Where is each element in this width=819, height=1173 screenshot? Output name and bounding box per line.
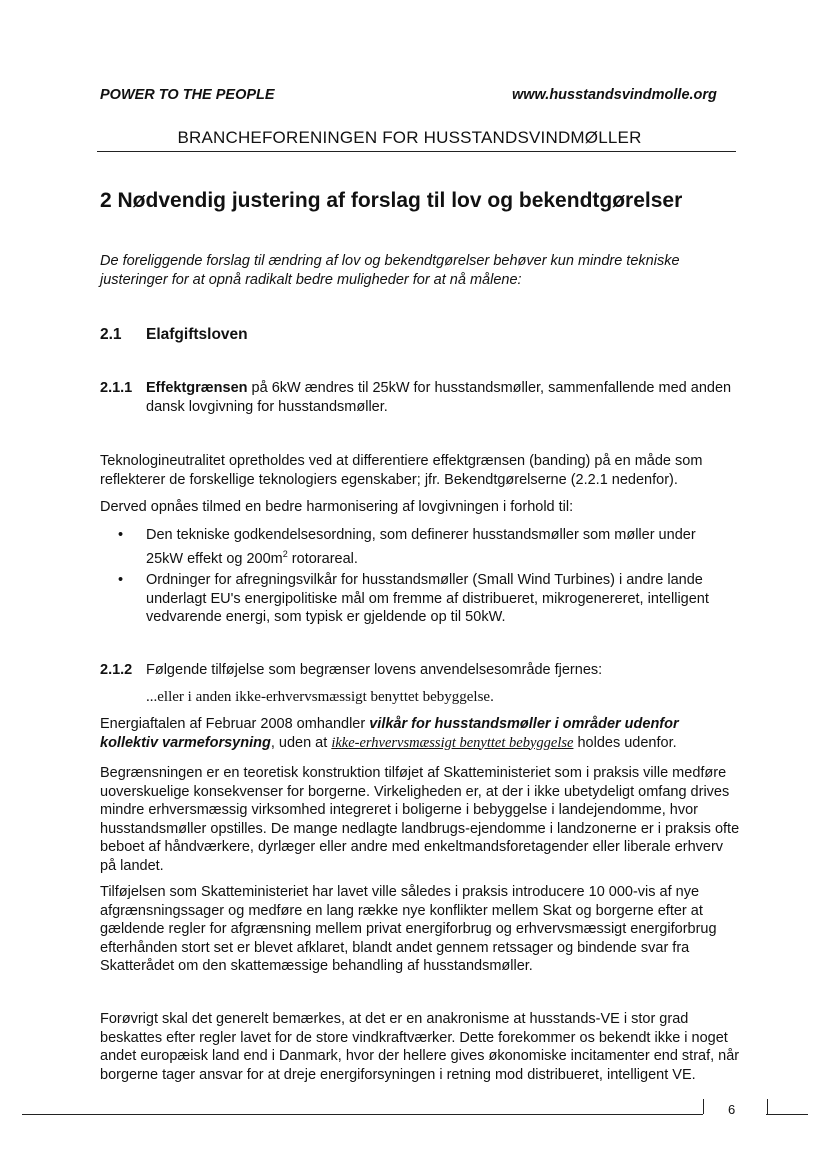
energi-emphasis: vilkår for husstandsmøller i områder udenfor kollektiv varmeforsyning <box>100 716 679 751</box>
subsection-number: 2.1 <box>100 326 122 343</box>
paragraph-derved: Derved opnåes tilmed en bedre harmonisering af lovgivningen i forhold til: <box>100 499 574 515</box>
page-number-box <box>703 1099 768 1114</box>
removed-clause-quote: ...eller i anden ikke-erhvervsmæssigt benyttet bebyggelse. <box>146 689 494 705</box>
bullet-marker: • <box>118 527 124 543</box>
item-211-bold: Effektgrænsen <box>146 380 248 396</box>
paragraph-technology: Teknologineutralitet opretholdes ved at differentiere effektgrænsen (banding) på en måde som reflekterer de forskellige teknologiers egenskaber; jfr. Bekendtgørelserne (2.2.1 nedenfor). <box>100 453 703 488</box>
section-heading: 2 Nødvendig justering af forslag til lov og bekendtgørelser <box>100 189 683 212</box>
header-website: www.husstandsvindmolle.org <box>512 87 717 103</box>
bullet-1-text: Den tekniske godkendelsesordning, som definerer husstandsmøller som møller under 25kW effekt og 200m <box>146 527 696 567</box>
bullet-item-2: Ordninger for afregningsvilkår for husstandsmøller (Small Wind Turbines) i andre lande underlagt EU's energipolitiske mål om fremme af distribueret, mikrogenereret, intelligent vedvarende energi, som typisk er gjeldende op til 50kW. <box>146 572 709 625</box>
item-211-text <box>146 379 736 416</box>
footer-rule-left <box>22 1114 703 1115</box>
subsection-title: Elafgiftsloven <box>146 326 248 343</box>
energi-underlined: ikke-erhvervsmæssigt benyttet bebyggelse <box>331 734 574 751</box>
paragraph-foroevrigt: Forøvrigt skal det generelt bemærkes, at det er en anakronisme at husstands-VE i stor grad beskattes efter regler lavet for de store vindkraftværker. Dette forekommer os bekendt ikke i noget andet europæisk land end i Danmark, hvor der hellere gives økonomiske incitamenter end straf, når borgerne tager ansvar for at dreje energiforsyningen i retning mod distribueret, intelligent VE. <box>100 1011 740 1083</box>
header-rule <box>97 151 736 152</box>
section-intro: De foreliggende forslag til ændring af lov og bekendtgørelser behøver kun mindre tekniske justeringer for at opnå radikalt bedre muligheder for at nå målene: <box>100 253 680 288</box>
paragraph-begraensning: Begrænsningen er en teoretisk konstruktion tilføjet af Skatteministeriet som i praksis ville medføre uoverskuelige konsekvenser for borgerne. Virkeligheden er, at der i ikke ubetydeligt omfang drives mindre erhversmæssig virksomhed integreret i boligerne i bebyggelse i landejendomme, hvor husstandsmøller opstilles. De mange nedlagte landbrugs-ejendomme i landzonerne er i praksis ofte beboet af håndværkere, dyrlæger eller andre med enkeltmandsforetagender eller liberale erhverv på landet. <box>100 765 740 874</box>
energi-text-c: , uden at <box>270 734 332 751</box>
bullet-marker: • <box>118 572 124 588</box>
item-number-212: 2.1.2 <box>100 662 133 678</box>
organization-title: BRANCHEFORENINGEN FOR HUSSTANDSVINDMØLLER <box>177 128 642 147</box>
item-211-rest: på 6kW ændres til 25kW for husstandsmøller, sammenfallende med anden dansk lovgivning for husstandsmøller. <box>146 380 732 415</box>
footer-rule-right <box>766 1114 808 1115</box>
item-number-211: 2.1.1 <box>100 380 133 396</box>
header-left: POWER TO THE PEOPLE <box>100 87 275 103</box>
bullet-1-end: rotorareal. <box>287 550 358 567</box>
bullet-item-1 <box>146 526 726 568</box>
bullet-1-sup: 2 <box>282 548 288 559</box>
paragraph-tilfoejelse: Tilføjelsen som Skatteministeriet har lavet ville således i praksis introducere 10 000-vis af nye afgrænsningssager og medføre en lang række nye konflikter mellem Skat og borgerne efter at gældende regler for afgrænsning mellem privat energiforbrug og erhvervsmæssigt energiforbrug efterhånden stort set er blevet afklaret, blandt andet gennem retssager og bindende svar fra Skatterådet om den skattemæssige behandling af husstandsmøller. <box>100 884 717 974</box>
page-number: 6 <box>728 1102 736 1117</box>
energi-text-e: holdes udenfor. <box>573 734 677 751</box>
energi-text-a: Energiaftalen af Februar 2008 omhandler <box>100 716 370 732</box>
item-212-text: Følgende tilføjelse som begrænser lovens anvendelsesområde fjernes: <box>146 662 603 678</box>
paragraph-energiaftale <box>100 715 740 752</box>
